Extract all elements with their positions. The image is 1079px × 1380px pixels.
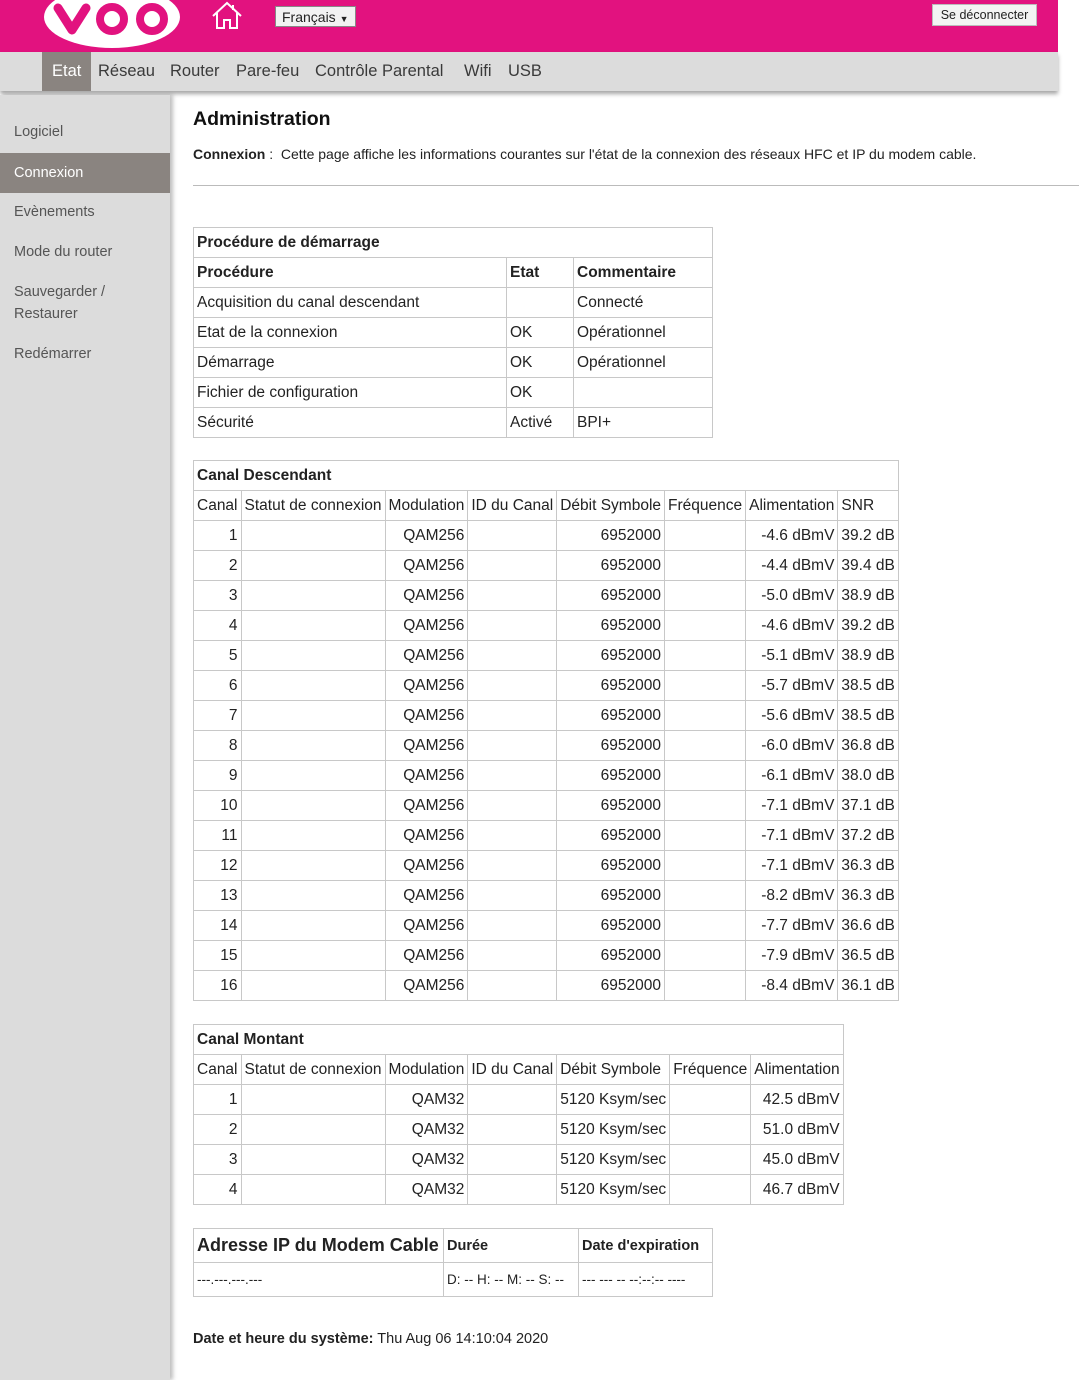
table-cell: 7 (194, 701, 242, 731)
table-cell (468, 791, 557, 821)
table-cell: 6952000 (557, 971, 665, 1001)
table-cell (670, 1175, 751, 1205)
table-row (194, 791, 899, 821)
table-cell: 39.2 dB (838, 611, 898, 641)
table-cell: Etat de la connexion (194, 318, 507, 348)
table-cell (241, 1115, 385, 1145)
table-cell: QAM256 (385, 731, 468, 761)
sidebar-item-redemarrer[interactable]: Redémarrer (14, 346, 92, 362)
table-cell: OK (507, 348, 574, 378)
table-cell: --- --- -- --:--:-- ---- (579, 1263, 713, 1297)
table-cell (241, 911, 385, 941)
table-cell (241, 971, 385, 1001)
table-cell: 1 (194, 1085, 242, 1115)
tab-usb[interactable]: USB (508, 62, 542, 80)
table-cell: -5.1 dBmV (746, 641, 838, 671)
column-header: Procédure (194, 258, 507, 288)
table-cell: QAM32 (385, 1145, 468, 1175)
column-header: Etat (507, 258, 574, 288)
table-cell: -5.7 dBmV (746, 671, 838, 701)
table-row (194, 941, 899, 971)
table-cell: 13 (194, 881, 242, 911)
table-cell: QAM32 (385, 1115, 468, 1145)
table-cell: 38.0 dB (838, 761, 898, 791)
table-cell: QAM256 (385, 851, 468, 881)
table-cell (665, 851, 746, 881)
table-row (194, 348, 713, 378)
table-cell: -6.0 dBmV (746, 731, 838, 761)
table-cell (468, 1115, 557, 1145)
table-cell: OK (507, 378, 574, 408)
chevron-down-icon: ▼ (339, 14, 349, 24)
table-cell: 1 (194, 521, 242, 551)
table-cell: -4.6 dBmV (746, 521, 838, 551)
table-cell: 16 (194, 971, 242, 1001)
table-cell: 9 (194, 761, 242, 791)
table-cell: QAM256 (385, 701, 468, 731)
column-header: Fréquence (670, 1055, 751, 1085)
system-datetime (193, 1331, 548, 1347)
table-cell: 37.2 dB (838, 821, 898, 851)
table-cell (665, 551, 746, 581)
table-cell: QAM32 (385, 1175, 468, 1205)
column-header: ID du Canal (468, 491, 557, 521)
table-cell (468, 761, 557, 791)
table-cell: -7.9 dBmV (746, 941, 838, 971)
table-cell (665, 881, 746, 911)
language-value: Français (282, 9, 336, 25)
table-row (194, 581, 899, 611)
column-header: Adresse IP du Modem Cable (194, 1229, 444, 1263)
table-cell: 5120 Ksym/sec (557, 1115, 670, 1145)
table-cell (468, 701, 557, 731)
table-cell: 12 (194, 851, 242, 881)
table-cell: 38.5 dB (838, 701, 898, 731)
table-cell (665, 671, 746, 701)
table-cell (468, 971, 557, 1001)
table-cell: QAM256 (385, 671, 468, 701)
table-cell: 11 (194, 821, 242, 851)
table-cell (468, 821, 557, 851)
table-cell: BPI+ (574, 408, 713, 438)
voo-logo (44, 0, 180, 48)
table-row (194, 1145, 844, 1175)
table-cell (241, 761, 385, 791)
table-cell: 6952000 (557, 941, 665, 971)
main-nav (0, 52, 1058, 91)
table-cell (665, 731, 746, 761)
downstream-table (193, 460, 899, 1001)
column-header: Canal (194, 491, 242, 521)
table-row (194, 761, 899, 791)
column-header: Débit Symbole (557, 1055, 670, 1085)
table-cell: Démarrage (194, 348, 507, 378)
table-cell: 38.9 dB (838, 641, 898, 671)
table-cell: 15 (194, 941, 242, 971)
startup-table (193, 227, 713, 438)
table-cell: QAM256 (385, 941, 468, 971)
table-cell (241, 641, 385, 671)
table-cell (665, 611, 746, 641)
divider (193, 185, 1079, 186)
table-cell: 6952000 (557, 731, 665, 761)
column-header: Fréquence (665, 491, 746, 521)
description-label: Connexion (193, 146, 266, 162)
table-cell: 4 (194, 611, 242, 641)
table-cell (241, 731, 385, 761)
table-cell: -4.6 dBmV (746, 611, 838, 641)
table-cell (665, 761, 746, 791)
table-cell (468, 1085, 557, 1115)
table-cell (241, 1175, 385, 1205)
table-cell: QAM256 (385, 821, 468, 851)
table-cell (574, 378, 713, 408)
table-caption: Canal Montant (194, 1025, 844, 1055)
table-cell: ---.---.---.--- (194, 1263, 444, 1297)
table-cell: 6952000 (557, 671, 665, 701)
table-cell: 4 (194, 1175, 242, 1205)
table-cell: 39.4 dB (838, 551, 898, 581)
column-header: Alimentation (746, 491, 838, 521)
sidebar-item-label: Restaurer (14, 306, 78, 322)
table-cell (468, 731, 557, 761)
description-separator: : (265, 146, 278, 162)
column-header: Statut de connexion (241, 1055, 385, 1085)
column-header: Date d'expiration (579, 1229, 713, 1263)
table-cell: 38.5 dB (838, 671, 898, 701)
table-cell: 45.0 dBmV (751, 1145, 843, 1175)
column-header: Alimentation (751, 1055, 843, 1085)
table-cell (468, 941, 557, 971)
table-cell: 38.9 dB (838, 581, 898, 611)
home-icon[interactable] (210, 0, 244, 32)
column-header: Durée (444, 1229, 579, 1263)
table-cell: 14 (194, 911, 242, 941)
table-cell: 6952000 (557, 821, 665, 851)
table-cell: 36.6 dB (838, 911, 898, 941)
table-cell: -7.1 dBmV (746, 791, 838, 821)
table-cell: QAM32 (385, 1085, 468, 1115)
table-cell (468, 581, 557, 611)
table-cell (468, 911, 557, 941)
table-cell (468, 881, 557, 911)
page-description (193, 146, 976, 162)
table-cell (468, 851, 557, 881)
table-cell: Connecté (574, 288, 713, 318)
tab-reseau[interactable]: Réseau (98, 62, 155, 80)
table-cell (241, 551, 385, 581)
table-cell: 10 (194, 791, 242, 821)
table-cell (468, 641, 557, 671)
table-cell: 51.0 dBmV (751, 1115, 843, 1145)
table-cell: 5 (194, 641, 242, 671)
table-cell (665, 911, 746, 941)
table-cell: 36.3 dB (838, 851, 898, 881)
table-caption: Procédure de démarrage (194, 228, 713, 258)
table-cell (665, 581, 746, 611)
system-datetime-label: Date et heure du système: (193, 1331, 374, 1347)
table-cell: -6.1 dBmV (746, 761, 838, 791)
table-cell: Acquisition du canal descendant (194, 288, 507, 318)
table-row (194, 521, 899, 551)
table-row (194, 318, 713, 348)
table-cell: -8.4 dBmV (746, 971, 838, 1001)
column-header: ID du Canal (468, 1055, 557, 1085)
column-header: Modulation (385, 1055, 468, 1085)
table-cell: -5.6 dBmV (746, 701, 838, 731)
table-cell (468, 551, 557, 581)
table-header-row (194, 1055, 844, 1085)
table-cell: 6952000 (557, 701, 665, 731)
tab-pare-feu[interactable]: Pare-feu (236, 62, 300, 80)
table-cell: 36.8 dB (838, 731, 898, 761)
table-cell: 2 (194, 1115, 242, 1145)
table-cell (468, 611, 557, 641)
table-cell: 6952000 (557, 911, 665, 941)
table-cell (665, 641, 746, 671)
table-row (194, 551, 899, 581)
table-row (194, 1115, 844, 1145)
description-text: Cette page affiche les informations courantes sur l'état de la connexion des réseaux HFC et IP du modem cable. (280, 146, 977, 162)
table-row (194, 881, 899, 911)
table-cell: 42.5 dBmV (751, 1085, 843, 1115)
table-cell (665, 971, 746, 1001)
table-row (194, 821, 899, 851)
table-row (194, 851, 899, 881)
column-header: Modulation (385, 491, 468, 521)
table-cell: -4.4 dBmV (746, 551, 838, 581)
table-cell (468, 671, 557, 701)
table-cell: QAM256 (385, 521, 468, 551)
table-cell (665, 941, 746, 971)
table-cell: 8 (194, 731, 242, 761)
column-header: Débit Symbole (557, 491, 665, 521)
table-cell: QAM256 (385, 791, 468, 821)
sidebar-item-mode-router[interactable]: Mode du router (14, 244, 113, 260)
table-row (194, 611, 899, 641)
table-row (194, 1263, 713, 1297)
table-row (194, 1175, 844, 1205)
table-row (194, 971, 899, 1001)
table-row (194, 731, 899, 761)
table-cell: 5120 Ksym/sec (557, 1085, 670, 1115)
table-cell: Activé (507, 408, 574, 438)
table-cell: 39.2 dB (838, 521, 898, 551)
table-cell: 6952000 (557, 581, 665, 611)
column-header: SNR (838, 491, 898, 521)
table-cell: 2 (194, 551, 242, 581)
table-row (194, 1085, 844, 1115)
table-header-row (194, 491, 899, 521)
tab-router[interactable]: Router (170, 62, 220, 80)
table-cell (670, 1085, 751, 1115)
table-cell: D: -- H: -- M: -- S: -- (444, 1263, 579, 1297)
table-cell: 36.3 dB (838, 881, 898, 911)
table-caption: Canal Descendant (194, 461, 899, 491)
table-cell: -7.1 dBmV (746, 851, 838, 881)
table-cell: Fichier de configuration (194, 378, 507, 408)
table-cell: QAM256 (385, 761, 468, 791)
table-cell (670, 1115, 751, 1145)
table-cell: 5120 Ksym/sec (557, 1145, 670, 1175)
table-cell (241, 701, 385, 731)
table-cell (241, 851, 385, 881)
table-row (194, 408, 713, 438)
table-cell: 37.1 dB (838, 791, 898, 821)
table-cell (468, 1175, 557, 1205)
table-cell: 6952000 (557, 791, 665, 821)
table-cell: Opérationnel (574, 318, 713, 348)
table-cell: 3 (194, 1145, 242, 1175)
table-cell: Opérationnel (574, 348, 713, 378)
table-cell (241, 581, 385, 611)
page-title: Administration (193, 108, 331, 130)
table-cell: 36.1 dB (838, 971, 898, 1001)
table-cell (241, 521, 385, 551)
table-cell (665, 791, 746, 821)
table-cell: -8.2 dBmV (746, 881, 838, 911)
table-row (194, 641, 899, 671)
table-cell: -7.1 dBmV (746, 821, 838, 851)
table-cell: -5.0 dBmV (746, 581, 838, 611)
table-cell: QAM256 (385, 551, 468, 581)
tab-etat[interactable]: Etat (42, 52, 91, 91)
table-cell (507, 288, 574, 318)
table-cell (241, 1145, 385, 1175)
table-cell: QAM256 (385, 971, 468, 1001)
column-header: Commentaire (574, 258, 713, 288)
table-row (194, 701, 899, 731)
language-select[interactable] (275, 6, 356, 27)
table-cell: -7.7 dBmV (746, 911, 838, 941)
table-row (194, 911, 899, 941)
table-cell: QAM256 (385, 611, 468, 641)
table-cell: QAM256 (385, 641, 468, 671)
column-header: Canal (194, 1055, 242, 1085)
table-cell (670, 1145, 751, 1175)
table-cell: 46.7 dBmV (751, 1175, 843, 1205)
table-cell (468, 1145, 557, 1175)
table-cell: Sécurité (194, 408, 507, 438)
table-cell (665, 521, 746, 551)
sidebar-item-label: Sauvegarder / (14, 284, 106, 300)
upstream-table (193, 1024, 844, 1205)
table-cell (241, 791, 385, 821)
table-header-row (194, 258, 713, 288)
tab-wifi[interactable]: Wifi (464, 62, 492, 80)
tab-controle-parental[interactable]: Contrôle Parental (315, 62, 444, 80)
table-row (194, 378, 713, 408)
table-header-row (194, 1229, 713, 1263)
table-cell: 6 (194, 671, 242, 701)
column-header: Statut de connexion (241, 491, 385, 521)
table-cell: QAM256 (385, 911, 468, 941)
table-cell: 6952000 (557, 641, 665, 671)
table-cell (241, 941, 385, 971)
table-cell: 3 (194, 581, 242, 611)
table-cell (241, 671, 385, 701)
table-cell: 6952000 (557, 851, 665, 881)
table-cell: 6952000 (557, 551, 665, 581)
table-cell: OK (507, 318, 574, 348)
system-datetime-value: Thu Aug 06 14:10:04 2020 (377, 1331, 549, 1347)
table-cell (468, 521, 557, 551)
sidebar (0, 95, 170, 1380)
right-strip (1058, 0, 1079, 1380)
table-cell: 6952000 (557, 611, 665, 641)
table-cell: QAM256 (385, 881, 468, 911)
sidebar-item-sauvegarder[interactable] (0, 281, 170, 325)
table-cell (241, 1085, 385, 1115)
table-cell: QAM256 (385, 581, 468, 611)
table-cell: 6952000 (557, 761, 665, 791)
table-cell (241, 611, 385, 641)
sidebar-item-logiciel[interactable]: Logiciel (14, 124, 64, 140)
table-cell: 6952000 (557, 881, 665, 911)
sidebar-item-connexion[interactable]: Connexion (0, 153, 170, 193)
table-cell (665, 701, 746, 731)
logout-button[interactable]: Se déconnecter (932, 4, 1037, 26)
ip-table (193, 1228, 713, 1297)
table-cell: 36.5 dB (838, 941, 898, 971)
table-cell: 6952000 (557, 521, 665, 551)
table-cell (665, 821, 746, 851)
table-cell (241, 821, 385, 851)
sidebar-item-evenements[interactable]: Evènements (14, 204, 95, 220)
table-cell: 5120 Ksym/sec (557, 1175, 670, 1205)
table-cell (241, 881, 385, 911)
table-row (194, 288, 713, 318)
table-row (194, 671, 899, 701)
